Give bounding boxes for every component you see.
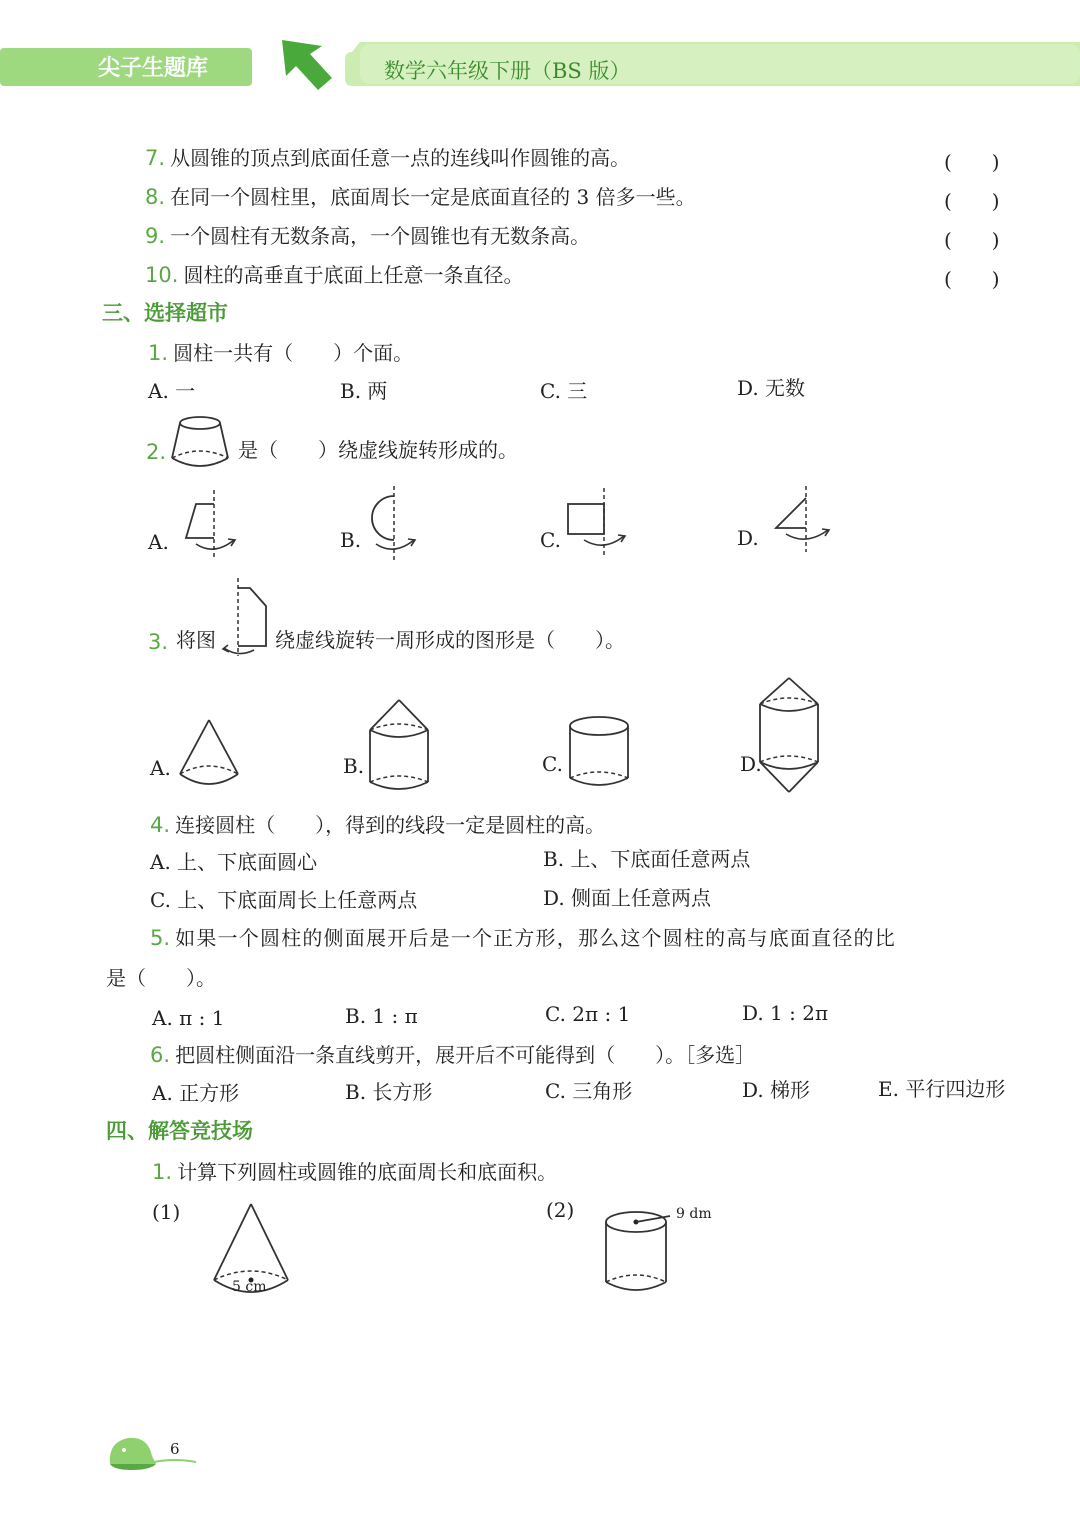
header: [0, 0, 1080, 110]
book-title: 数学六年级下册（BS 版）: [384, 59, 631, 83]
item-number: 7.: [145, 146, 166, 170]
answer-blank: ( ): [944, 228, 1000, 252]
option-d: D. 1 : 2π: [742, 1001, 829, 1025]
question-text: 计算下列圆柱或圆锥的底面周长和底面积。: [177, 1160, 558, 1184]
option-c: C.: [540, 528, 561, 552]
option-b: B.: [340, 528, 362, 552]
option-a-cone: [176, 716, 242, 792]
option-a: A. 一: [148, 379, 196, 403]
item-number: 8.: [145, 185, 166, 209]
question-number: 5.: [150, 926, 171, 950]
option-d: D.: [740, 752, 762, 776]
option-a: A. π : 1: [152, 1006, 225, 1030]
item-text: 从圆锥的顶点到底面任意一点的连线叫作圆锥的高。: [170, 146, 631, 170]
option-d: D. 侧面上任意两点: [543, 886, 712, 910]
answer-question-1: [152, 1160, 557, 1184]
option-c: C. 三角形: [545, 1079, 633, 1103]
question-text: 是（ ）绕虚线旋转形成的。: [238, 438, 518, 462]
option-a: A. 正方形: [152, 1081, 240, 1105]
option-a: A.: [148, 530, 169, 554]
option-d-figure: [770, 484, 834, 556]
question-1: [148, 341, 413, 365]
option-c: C.: [542, 752, 563, 776]
radius-measure: 5 cm: [232, 1279, 267, 1295]
option-b-cone-cylinder: [366, 696, 432, 796]
subquestion-label: (1): [152, 1200, 181, 1224]
whale-icon: [104, 1428, 200, 1472]
question-number: 3.: [148, 630, 169, 654]
option-c-cylinder: [566, 712, 632, 794]
question-5: [150, 926, 896, 950]
option-b: B. 1 : π: [345, 1004, 418, 1028]
option-b: B. 两: [340, 379, 388, 403]
question-text: 连接圆柱（ ），得到的线段一定是圆柱的高。: [175, 813, 606, 837]
answer-blank: ( ): [944, 150, 1000, 174]
question-text: 绕虚线旋转一周形成的图形是（ ）。: [275, 628, 625, 652]
option-d-double-cone: [756, 674, 822, 798]
judge-item: [145, 185, 696, 209]
question-prefix: 将图: [176, 628, 216, 652]
answer-blank: ( ): [944, 267, 1000, 291]
judge-item: [145, 224, 590, 248]
question-6: [150, 1043, 755, 1067]
question-text-continued: 是（ ）。: [106, 966, 216, 990]
page-number: 6: [170, 1440, 180, 1458]
frustum-figure: [168, 412, 234, 472]
question-text: 把圆柱侧面沿一条直线剪开，展开后不可能得到（ ）。［多选］: [175, 1043, 756, 1067]
answer-blank: ( ): [944, 189, 1000, 213]
item-number: 9.: [145, 224, 166, 248]
question-number: 4.: [150, 813, 171, 837]
item-number: 10.: [145, 263, 179, 287]
option-b: B. 上、下底面任意两点: [543, 847, 751, 871]
option-b: B. 长方形: [345, 1080, 433, 1104]
option-c-figure: [564, 486, 630, 558]
section-title-choice: 三、选择超市: [102, 301, 228, 325]
option-b-figure: [362, 484, 424, 564]
trapezoid-figure: [216, 576, 274, 660]
item-text: 一个圆柱有无数条高，一个圆锥也有无数条高。: [170, 224, 591, 248]
question-number: 6.: [150, 1043, 171, 1067]
item-text: 在同一个圆柱里，底面周长一定是底面直径的 3 倍多一些。: [170, 185, 696, 209]
question-text: 圆柱一共有（ ）个面。: [173, 341, 414, 365]
judge-item: [145, 146, 630, 170]
brand-label: 尖子生题库: [98, 56, 209, 81]
up-arrow-icon: [282, 40, 332, 90]
question-number: 1.: [148, 341, 169, 365]
option-d: D. 梯形: [742, 1078, 811, 1102]
question-text: 如果一个圆柱的侧面展开后是一个正方形，那么这个圆柱的高与底面直径的比: [175, 926, 896, 950]
question-number: 2.: [146, 440, 167, 464]
option-a: A. 上、下底面圆心: [150, 850, 318, 874]
option-d: D. 无数: [737, 376, 806, 400]
option-d: D.: [737, 526, 759, 550]
question-4: [150, 813, 605, 837]
question-number: 1.: [152, 1160, 173, 1184]
option-a-figure: [178, 488, 240, 560]
item-text: 圆柱的高垂直于底面上任意一条直径。: [183, 263, 524, 287]
radius-measure: 9 dm: [676, 1206, 712, 1222]
option-a: A.: [150, 756, 171, 780]
option-c: C. 2π : 1: [545, 1002, 631, 1026]
option-c: C. 三: [540, 379, 588, 403]
judge-item: [145, 263, 524, 287]
option-e: E. 平行四边形: [878, 1077, 1006, 1101]
section-title-answer: 四、解答竞技场: [106, 1119, 253, 1143]
option-b: B.: [343, 754, 365, 778]
subquestion-label: (2): [546, 1198, 575, 1222]
option-c: C. 上、下底面周长上任意两点: [150, 888, 418, 912]
